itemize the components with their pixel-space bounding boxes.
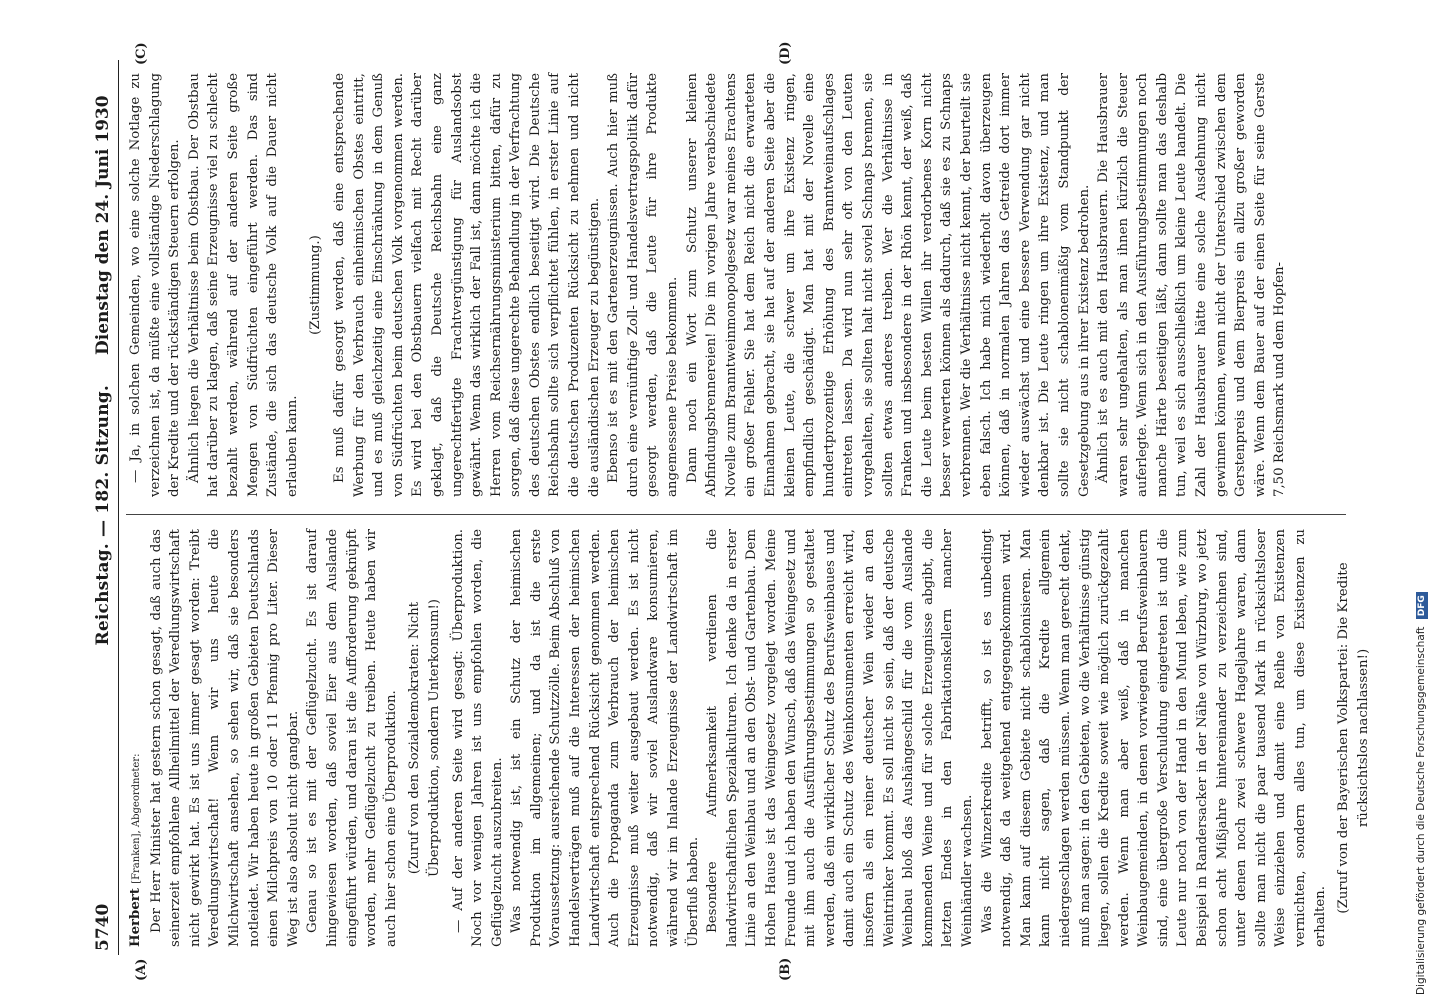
paragraph: Ähnlich liegen die Verhältnisse beim Obstbau. Der Obstbau hat darüber zu klagen, daß seine Erzeugnisse viel zu schlecht bezahlt werden, während auf der anderen Seite große Mengen von Südfrüchten eingeführt werden. Das sind Zustände, die sich das deutsche Volk auf die Dauer nicht erlauben kann. [186, 73, 300, 497]
interjection: (Zustimmung.) [308, 235, 324, 335]
paragraph: — Auf der anderen Seite wird gesagt: Überproduktion. Noch vor wenigen Jahren ist uns empfohlen worden, die Geflügelzucht auszubreiten. [450, 529, 505, 947]
paragraph: Der Herr Minister hat gestern schon gesagt, daß auch das seinerzeit empfohlene Allheilmittel der Veredlungswirtschaft nicht gewirkt hat. Es ist uns immer gesagt worden: Treibt Veredlungswirtschaft! Wenn wir uns heute die Milchwirtschaft ansehen, so sehen wir, daß sie besonders notleidet. Wir haben heute in großen Gebieten Deutschlands einen Milchpreis von 10 oder 11 Pfennig pro Liter. Dieser Weg ist also absolut nicht gangbar. [148, 529, 301, 947]
interjection: (Zuruf von den Sozialdemokraten: Nicht Überproduktion, sondern Unterkonsum!) [407, 599, 442, 877]
credit-text: Digitalisierung gefördert durch die Deutsche Forschungsgemeinschaft [1415, 626, 1427, 995]
paragraph: Was notwendig ist, ist ein Schutz der heimischen Produktion im allgemeinen; und da ist die erste Voraussetzung: ausreichende Schutzzölle. Beim Abschluß von Handelsverträgen muß auf die Interessen der heimischen Landwirtschaft entsprechend Rücksicht genommen werden. Auch die Propaganda zum Verbrauch der heimischen Erzeugnisse muß weiter ausgebaut werden. Es ist nicht notwendig, daß wir soviel Auslandware konsumieren, während wir im Inlande Erzeugnisse der Landwirtschaft im Überfluß haben. [509, 529, 701, 947]
speaker-name: Herbert [128, 888, 143, 947]
rotated-page-content [88, 41, 1413, 981]
margin-mark-b: (B) [778, 957, 793, 981]
paragraph: Genau so ist es mit der Geflügelzucht. Es ist darauf hingewiesen worden, daß soviel Eier aus dem Auslande eingeführt würden, und daran ist die Aufforderung geknüpft worden, mehr Geflügelzucht zu treiben. Heute haben wir auch hier schon eine Überproduktion. [305, 529, 399, 947]
paragraph: Dann noch ein Wort zum Schutz unserer kleinen Abfindungsbrennereien! Die im vorigen Jahre verabschiedete Novelle zum Branntweinmonopolgesetz war meines Erachtens ein großer Fehler. Sie hat dem Reich nicht die erwarteten Einnahmen gebracht, sie hat auf der anderen Seite aber die kleinen Leute, die schwer um ihre Existenz ringen, empfindlich geschädigt. Man hat mit der Novelle eine hundertprozentige Erhöhung des Branntweinaufschlages eintreten lassen. Da wird nun sehr oft von den Leuten vorgehalten, sie sollten halt nicht soviel Schnaps brennen, sie sollten etwas anderes treiben. Wer die Verhältnisse in Franken und insbesondere in der Rhön kennt, der weiß, daß die Leute beim besten Willen ihr verdorbenes Korn nicht besser verwerten können als dadurch, daß sie es zu Schnaps verbrennen. Wer die Verhältnisse nicht kennt, der beurteilt sie eben falsch. Ich habe mich wiederholt davon überzeugen können, daß in normalen Jahren das Getreide dort immer wieder auswächst und eine bessere Verwendung gar nicht denkbar ist. Die Leute ringen um ihre Existenz, und man sollte sie nicht schablonenmäßig vom Standpunkt der Gesetzgebung aus in ihrer Existenz bedrohen. [684, 73, 1092, 497]
running-header: Reichstag. — 182. Sitzung. [93, 385, 113, 646]
paragraph: — Ja, in solchen Gemeinden, wo eine solche Notlage zu verzeichnen ist, da müßte eine vollständige Niederschlagung der Kredite und der rückständigen Steuern erfolgen. [128, 73, 183, 497]
interjection: (Zuruf von der Bayerischen Volkspartei: Die Kredite rücksichtslos nachlassen!) [1336, 562, 1371, 914]
speaker-role: [Franken], Abgeordneter: [131, 753, 142, 884]
paragraph: Ähnlich ist es auch mit den Hausbrauern. Die Hausbrauer waren sehr ungehalten, als man ihnen kürzlich die Steuer auferlegte. Wenn sich in den Ausführungsbestimmungen noch manche Härte beseitigen läßt, dann sollte man das deshalb tun, weil es sich ausschließlich um kleine Leute handelt. Die Zahl der Hausbrauer hätte eine solche Ausdehnung nicht gewinnen können, wenn nicht der Unterschied zwischen dem Gerstenpreis und dem Bierpreis ein allzu großer geworden wäre. Wenn dem Bauer auf der einen Seite für seine Gerste 7,50 Reichsmark und dem Hopfen- [1096, 73, 1288, 497]
dfg-logo: DFG [1416, 592, 1428, 619]
text-column-right [126, 73, 1290, 497]
page-number: 5740 [93, 903, 113, 951]
paragraph: Es muß dafür gesorgt werden, daß eine entsprechende Werbung für den Verbrauch einheimischen Obstes eintritt, und es muß gleichzeitig eine Einschränkung in dem Genuß von Südfrüchten beim deutschen Volk vorgenommen werden. Es wird bei den Obstbauern vielfach mit Recht darüber geklagt, daß die Deutsche Reichsbahn eine ganz ungerechtfertigte Frachtvergünstigung für Auslandsobst gewährt. Wenn das wirklich der Fall ist, dann möchte ich die Herren vom Reichsernährungsministerium bitten, dafür zu sorgen, daß diese ungerechte Behandlung in der Verfrachtung des deutschen Obstes endlich beseitigt wird. Die Deutsche Reichsbahn sollte sich verpflichtet fühlen, in erster Linie auf die deutschen Produzenten Rücksicht zu nehmen und nicht die ausländischen Erzeuger zu begünstigen. [331, 73, 602, 497]
digitization-credit [1415, 5, 1428, 995]
text-column-left [126, 529, 1377, 947]
margin-mark-a: (A) [134, 958, 149, 981]
paragraph: Besondere Aufmerksamkeit verdienen die landwirtschaftlichen Spezialkulturen. Ich denke da in erster Linie an den Weinbau und an den Obst- und Gartenbau. Dem Hohen Hause ist das Weingesetz vorgelegt worden. Meine Freunde und ich haben den Wunsch, daß das Weingesetz und mit ihm auch die Ausführungsbestimmungen so gestaltet werden, daß ein wirklicher Schutz des Berufsweinbaues und damit auch ein Schutz des Weinkonsumenten erreicht wird, insofern als ein reiner deutscher Wein wieder an den Weintrinker kommt. Es soll nicht so sein, daß der deutsche Weinbau bloß das Aushängeschild für die vom Auslande kommenden Weine und für solche Erzeugnisse abgibt, die letzten Endes in den Fabrikationskellern mancher Weinhändler wachsen. [705, 529, 975, 947]
paragraph: Was die Winzerkredite betrifft, so ist es unbedingt notwendig, daß da weitgehend entgegengekommen wird. Man kann auf diesem Gebiete nicht schablonisieren. Man kann nicht sagen, daß die Kredite allgemein niedergeschlagen werden müssen. Wenn man gerecht denkt, muß man sagen: in den Gebieten, wo die Verhältnisse günstig liegen, sollen die Kredite soweit wie möglich zurückgezahlt werden. Wenn man aber weiß, daß in manchen Weinbaugemeinden, in denen vorwiegend Berufsweinbauern sind, eine übergroße Verschuldung eingetreten ist und die Leute nur noch von der Hand in den Mund leben, wie zum Beispiel in Randersacker in der Nähe von Würzburg, wo jetzt schon acht Mißjahre hintereinander zu verzeichnen sind, unter denen noch zwei schwere Hageljahre waren, dann sollte man nicht die paar tausend Mark in rücksichtsloser Weise einziehen und damit eine Reihe von Existenzen vernichten, sondern alles tun, um diese Existenzen zu erhalten. [979, 529, 1328, 947]
session-date: Dienstag den 24. Juni 1930 [93, 95, 113, 355]
margin-mark-d: (D) [778, 41, 793, 65]
column-divider [126, 514, 1346, 515]
speaker-line [126, 529, 147, 947]
header-rule [118, 60, 119, 955]
margin-mark-c: (C) [134, 42, 149, 65]
paragraph: Ebenso ist es mit den Gartenerzeugnissen. Auch hier muß durch eine vernünftige Zoll- und Handelsvertragspolitik dafür gesorgt werden, daß die Leute für ihre Produkte angemessene Preise bekommen. [606, 73, 681, 497]
